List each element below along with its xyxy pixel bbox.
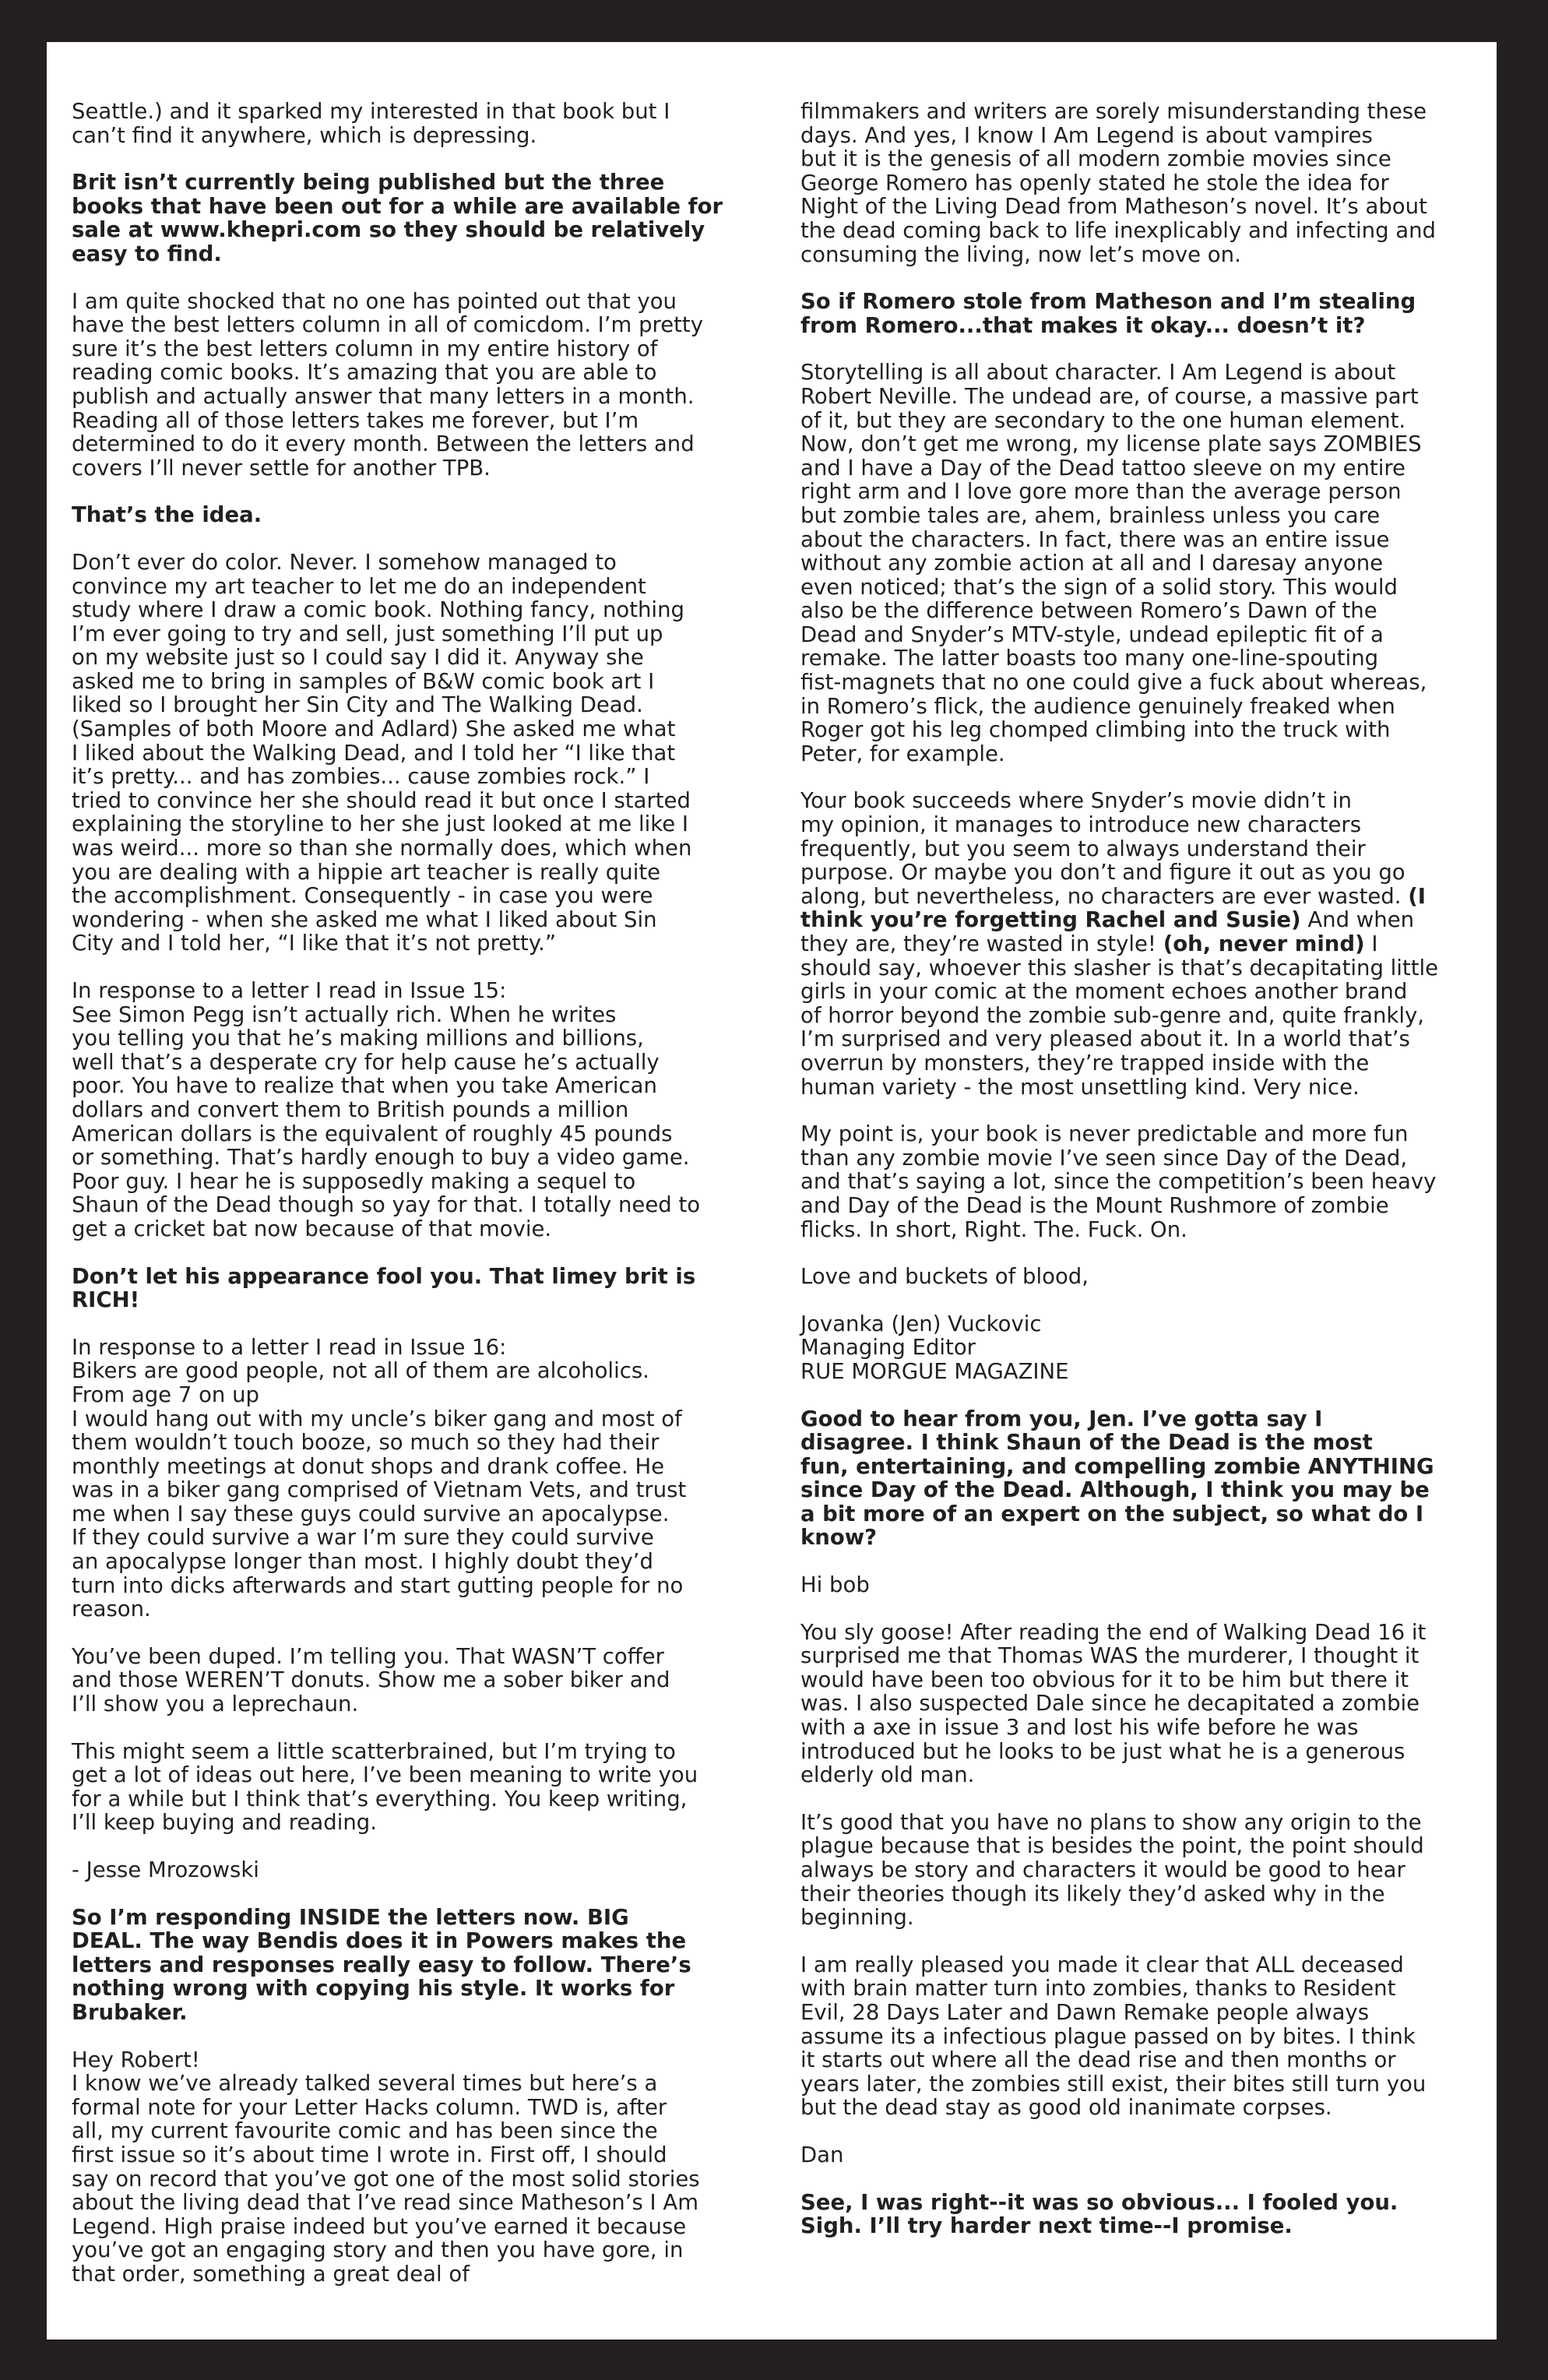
letter-paragraph: In response to a letter I read in Issue 16: Bikers are good people, not all of them are alcoholics. From age 7 on up I would hang out with my uncle’s biker gang and most of them wouldn’t touch booze, so much so they had their monthly meetings at donut shops and drank coffee. He was in a biker gang comprised of Vietnam Vets, and trust me when I say these guys could survive an apocalypse. If they could survive a war I’m sure they could survive an apocalypse longer than most. I highly doubt they’d turn into dicks afterwards and start gutting people for no reason. [72, 1334, 687, 1622]
letter-paragraph: Love and buckets of blood, [800, 1264, 1089, 1290]
letter-paragraph: I am really pleased you made it clear that ALL deceased with brain matter turn into zombies, thanks to Resident Evil, 28 Days Later and Dawn Remake people always assume its a infectious plague passed on by bites. I think it starts out where all the dead rise and then months or years later, the zombies still exist, their bites still turn you but the dead stay as good old inanimate corpses. [800, 1952, 1427, 2121]
letter-paragraph: Don’t ever do color. Never. I somehow managed to convince my art teacher to let me do an independent study where I draw a comic book. Nothing fancy, nothing I’m ever going to try and sell, just something I’ll put up on my website just so I could say I did it. Anyway she asked me to bring in samples of B&W comic book art I liked so I brought her Sin City and The Walking Dead. (Samples of both Moore and Adlard) She asked me what I liked about the Walking Dead, and I told her “I like that it’s pretty... and has zombies... cause zombies rock.” I tried to convince her she should read it but once I started explaining the storyline to her she just looked at me like I was weird... more so than she normally does, which when you are dealing with a hippie art teacher is really quite the accomplishment. Consequently - in case you were wondering - when she asked me what I liked about Sin City and I told her, “I like that it’s not pretty.” [72, 549, 692, 956]
letter-paragraph: Storytelling is all about character. I Am Legend is about Robert Neville. The undead are, of course, a massive part of it, but they are secondary to the one human element. Now, don’t get me wrong, my license plate says ZOMBIES and I have a Day of the Dead tattoo sleeve on my entire right arm and I love gore more than the average person but zombie tales are, ahem, brainless unless you care about the characters. In fact, there was an entire issue without any zombie action at all and I daresay anyone even noticed; that’s the sign of a solid story. This would also be the difference between Romero’s Dawn of the Dead and Snyder’s MTV-style, undead epileptic fit of a remake. The latter boasts too many one-line-spouting fist-magnets that no one could give a fuck about whereas, in Romero’s flick, the audience genuinely freaked when Roger got his leg chomped climbing into the truck with Peter, for example. [800, 360, 1427, 766]
letter-paragraph: It’s good that you have no plans to show any origin to the plague because that is besides the point, the point should always be story and characters it would be good to hear their theories though its likely they’d asked why in the beginning. [800, 1809, 1424, 1931]
editor-response: See, I was right--it was so obvious... I fooled you. Sigh. I’ll try harder next time--I promise. [800, 2189, 1398, 2239]
letters-page [47, 42, 1497, 2340]
letter-paragraph: Hey Robert! I know we’ve already talked several times but here’s a formal note for your Letter Hacks column. TWD is, after all, my current favourite comic and has been since the first issue so it’s about time I wrote in. First off, I should say on record that you’ve got one of the most solid stories about the living dead that I’ve read since Matheson’s I Am Legend. High praise indeed but you’ve earned it because you’ve got an engaging story and then you have gore, in that order, something a great deal of [72, 2047, 700, 2287]
letter-text: I should say, whoever this slasher is that’s decapitating little girls in your comic at the moment echoes another brand of horror beyond the zombie sub-genre and, quite frankly, I’m surprised and very pleased about it. In a world that’s overrun by monsters, they’re trapped inside with the human variety - the most unsettling kind. Very nice. [800, 931, 1439, 1100]
letter-paragraph: My point is, your book is never predictable and more fun than any zombie movie I’ve seen since Day of the Dead, and that’s saying a lot, since the competition’s been heavy and Day of the Dead is the Mount Rushmore of zombie flicks. In short, Right. The. Fuck. On. [800, 1121, 1437, 1242]
letter-paragraph: Seattle.) and it sparked my interested in that book but I can’t find it anywhere, which is depressing. [72, 99, 670, 148]
letter-paragraph: I am quite shocked that no one has pointed out that you have the best letters column in all of comicdom. I’m pretty sure it’s the best letters column in my entire history of reading comic books. It’s amazing that you are able to publish and actually answer that many letters in a month. Reading all of those letters takes me forever, but I’m determined to do it every month. Between the letters and covers I’ll never settle for another TPB. [72, 288, 703, 481]
editor-response: That’s the idea. [72, 502, 262, 528]
letter-text: And when they are, they’re wasted in style! [800, 907, 1415, 956]
letter-paragraph: You sly goose! After reading the end of Walking Dead 16 it surprised me that Thomas WAS the murderer, I thought it would have been too obvious for it to be him but there it was. I also suspected Dale since he decapitated a zombie with a axe in issue 3 and lost his wife before he was introduced but he looks to be just what he is a generous elderly old man. [800, 1619, 1427, 1788]
letter-paragraph: Dan [800, 2142, 844, 2167]
letter-paragraph: In response to a letter I read in Issue 15: See Simon Pegg isn’t actually rich. When he writes you telling you that he’s making millions and billions, well that’s a desperate cry for help cause he’s actually poor. You have to realize that when you take American dollars and convert them to British pounds a million American dollars is the equivalent of roughly 45 pounds or something. That’s hardly enough to buy a video game. Poor guy. I hear he is supposedly making a sequel to Shaun of the Dead though so yay for that. I totally need to get a cricket bat now because of that movie. [72, 978, 701, 1241]
letter-paragraph: You’ve been duped. I’m telling you. That WASN’T coffer and those WEREN’T donuts. Show me a sober biker and I’ll show you a leprechaun. [72, 1643, 670, 1717]
letter-paragraph: Hi bob [800, 1572, 870, 1598]
letter-paragraph: filmmakers and writers are sorely misunderstanding these days. And yes, I know I Am Legend is about vampires but it is the genesis of all modern zombie movies since George Romero has openly stated he stole the idea for Night of the Living Dead from Matheson’s novel. It’s about the dead coming back to life inexplicably and infecting and consuming the living, now let’s move on. [800, 99, 1437, 267]
editor-interjection: (I think you’re forgetting Rachel and Susie) [800, 883, 1427, 933]
left-column [72, 100, 755, 2310]
editor-response: So I’m responding INSIDE the letters now. BIG DEAL. The way Bendis does it in Powers makes the letters and responses really easy to follow. There’s nothing wrong with copying his style. It works for Brubaker. [72, 1904, 691, 2025]
editor-response: So if Romero stole from Matheson and I’m stealing from Romero...that makes it okay... doesn’t it? [800, 289, 1416, 338]
letter-paragraph: Jovanka (Jen) Vuckovic Managing Editor RUE MORGUE MAGAZINE [800, 1311, 1069, 1384]
letter-paragraph [800, 789, 1484, 1099]
right-column [800, 100, 1484, 2262]
editor-interjection: (oh, never mind) [1163, 931, 1365, 956]
editor-response: Brit isn’t currently being published but the three books that have been out for a while are available for sale at www.khepri.com so they should be relatively easy to find. [72, 170, 723, 266]
letter-paragraph: This might seem a little scatterbrained, but I’m trying to get a lot of ideas out here, I’ve been meaning to write you for a while but I think that’s everything. You keep writing, I’ll keep buying and reading. [72, 1738, 698, 1836]
editor-response: Good to hear from you, Jen. I’ve gotta say I disagree. I think Shaun of the Dead is the most fun, entertaining, and compelling zombie ANYTHING since Day of the Dead. Although, I think you may be a bit more of an expert on the subject, so what do I know? [800, 1406, 1434, 1551]
letter-paragraph: - Jesse Mrozowski [72, 1857, 259, 1882]
editor-response: Don’t let his appearance fool you. That limey brit is RICH! [72, 1263, 696, 1313]
letter-text: Your book succeeds where Snyder’s movie didn’t in my opinion, it manages to introduce new characters frequently, but you seem to always understand their purpose. Or maybe you don’t and figure it out as you go along, but nevertheless, no characters are ever wasted. [800, 788, 1406, 909]
